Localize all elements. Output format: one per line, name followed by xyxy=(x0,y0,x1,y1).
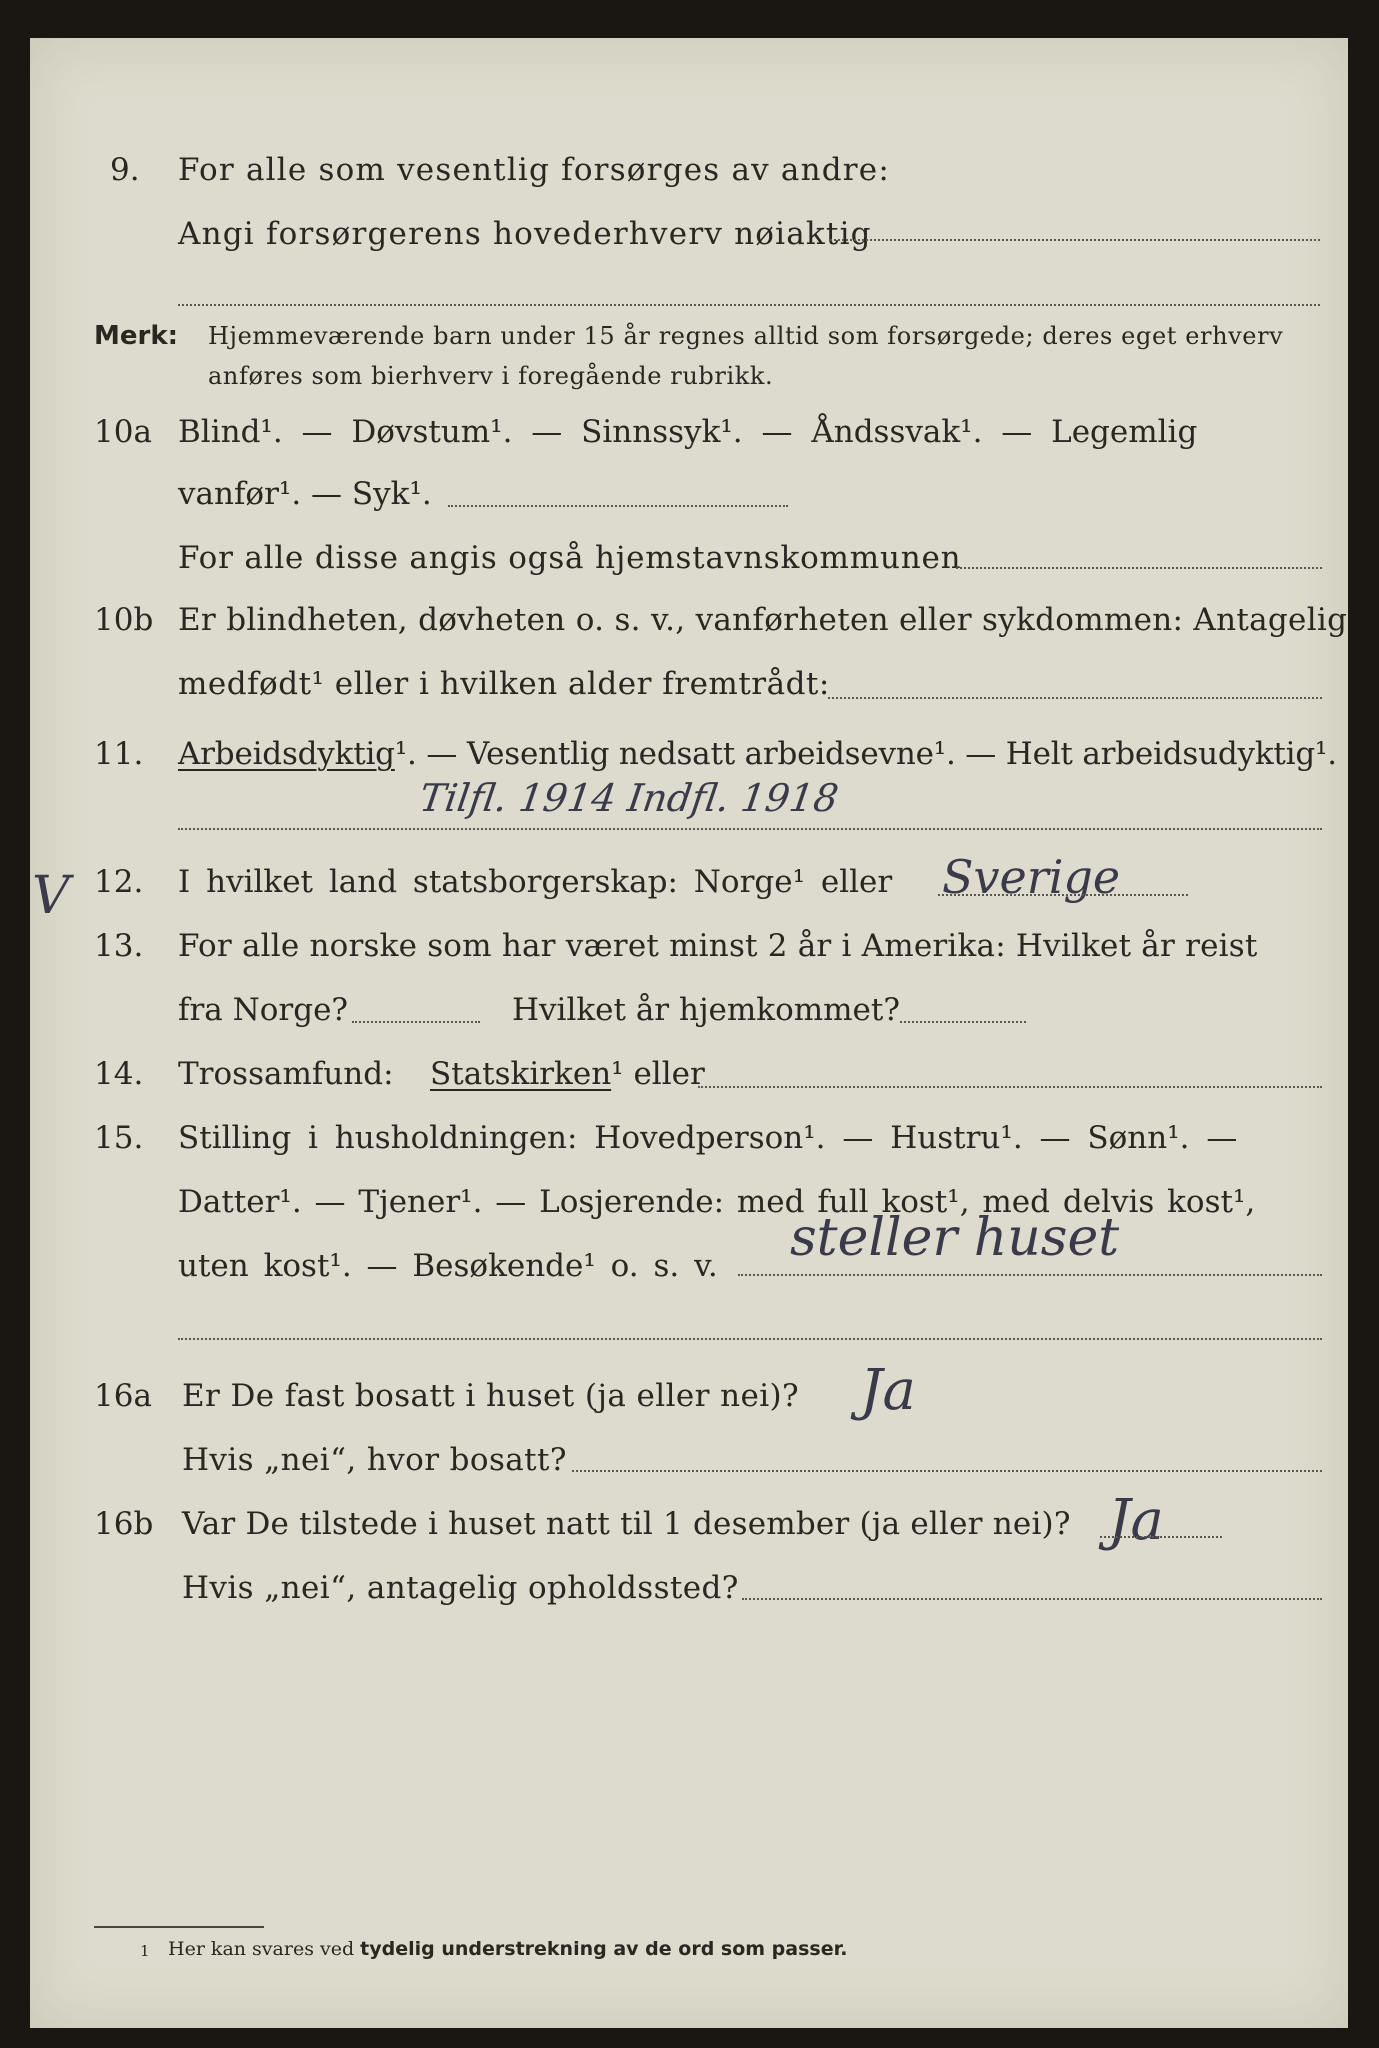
q12-number: 12. xyxy=(94,864,144,900)
q16a-line1: Er De fast bosatt i huset (ja eller nei)? xyxy=(182,1378,800,1414)
footnote-mark: 1 xyxy=(140,1942,150,1960)
q16b-line1: Var De tilstede i huset natt til 1 desember (ja eller nei)? xyxy=(182,1506,1071,1542)
q13-hjemkommet-line[interactable] xyxy=(900,1021,1026,1023)
q15-handwriting: steller huset xyxy=(790,1208,1120,1268)
q16a-line2: Hvis „nei“, hvor bosatt? xyxy=(182,1442,567,1478)
q11-handwriting: Tilfl. 1914 Indfl. 1918 xyxy=(416,776,842,820)
footnote-text-bold: tydelig understrekning av de ord som passer. xyxy=(360,1938,848,1960)
merk-line2: anføres som bierhverv i foregående rubrikk. xyxy=(208,362,774,390)
q15-answer-line[interactable] xyxy=(738,1274,1322,1276)
q11-text xyxy=(178,734,1337,774)
q11-number: 11. xyxy=(94,736,144,772)
q15-number: 15. xyxy=(94,1120,144,1156)
q10b-line1: Er blindheten, døvheten o. s. v., vanførheten eller sykdommen: Antagelig xyxy=(178,602,1348,638)
q11-answer-line[interactable] xyxy=(178,828,1322,830)
q9-line2: Angi forsørgerens hovederhverv nøiaktig xyxy=(178,216,872,252)
q14-answer-line[interactable] xyxy=(698,1086,1322,1088)
q12-margin-check: V xyxy=(32,866,70,926)
q9-number: 9. xyxy=(110,152,140,188)
q16b-number: 16b xyxy=(94,1506,154,1542)
q10a-kommune-line[interactable] xyxy=(956,567,1322,569)
q15-answer-line-2[interactable] xyxy=(178,1338,1322,1340)
q13-line2a: fra Norge? xyxy=(178,992,349,1028)
q16a-number: 16a xyxy=(94,1378,152,1414)
q14-text xyxy=(430,1054,705,1094)
q14-number: 14. xyxy=(94,1056,144,1092)
q10a-line3: For alle disse angis også hjemstavnskommunen xyxy=(178,540,962,576)
q11-rest: ¹. — Vesentlig nedsatt arbeidsevne¹. — Helt arbeidsudyktig¹. xyxy=(394,736,1337,772)
q13-line2b: Hvilket år hjemkommet? xyxy=(512,992,900,1028)
q16b-answer-line[interactable] xyxy=(1100,1536,1222,1538)
q11-option-arbeidsdyktig[interactable]: Arbeidsdyktig xyxy=(178,736,395,772)
q12-answer-line[interactable] xyxy=(938,894,1188,896)
q10a-answer-line[interactable] xyxy=(448,505,788,507)
q15-line1: Stilling i husholdningen: Hovedperson¹. — Hustru¹. — Sønn¹. — xyxy=(178,1120,1238,1156)
q10a-number: 10a xyxy=(94,414,152,450)
q16a-answer-line[interactable] xyxy=(572,1470,1322,1472)
q13-reist-line[interactable] xyxy=(352,1021,480,1023)
q9-line1: For alle som vesentlig forsørges av andre: xyxy=(178,152,890,188)
q14-rest: ¹ eller xyxy=(611,1056,705,1092)
merk-label: Merk: xyxy=(94,321,179,351)
q10b-answer-line[interactable] xyxy=(828,697,1322,699)
q9-answer-line[interactable] xyxy=(830,239,1320,241)
merk-line1: Hjemmeværende barn under 15 år regnes alltid som forsørgede; deres eget erhverv xyxy=(208,322,1284,350)
q16b-answer: Ja xyxy=(1108,1488,1164,1553)
footnote-rule xyxy=(94,1926,264,1928)
q10a-line1: Blind¹. — Døvstum¹. — Sinnssyk¹. — Åndssvak¹. — Legemlig xyxy=(178,414,1198,450)
q15-line3: uten kost¹. — Besøkende¹ o. s. v. xyxy=(178,1248,718,1284)
q16b-line2: Hvis „nei“, antagelig opholdssted? xyxy=(182,1570,739,1606)
q10b-number: 10b xyxy=(94,602,154,638)
q14-label: Trossamfund: xyxy=(178,1056,394,1092)
q16b-opholdssted-line[interactable] xyxy=(742,1598,1322,1600)
q9-answer-line-2[interactable] xyxy=(178,304,1320,306)
footnote-text-plain: Her kan svares ved xyxy=(168,1938,355,1960)
q12-handwriting: Sverige xyxy=(942,850,1121,904)
footnote-text xyxy=(168,1938,847,1960)
q13-line1: For alle norske som har været minst 2 år i Amerika: Hvilket år reist xyxy=(178,928,1258,964)
q13-number: 13. xyxy=(94,928,144,964)
q10b-line2: medfødt¹ eller i hvilken alder fremtrådt: xyxy=(178,666,830,702)
q10a-line2: vanfør¹. — Syk¹. xyxy=(178,476,432,512)
q14-option-statskirken[interactable]: Statskirken xyxy=(430,1056,612,1092)
q15-line2: Datter¹. — Tjener¹. — Losjerende: med full kost¹, med delvis kost¹, xyxy=(178,1184,1256,1220)
census-form-sheet xyxy=(30,38,1348,2028)
q12-text: I hvilket land statsborgerskap: Norge¹ eller xyxy=(178,864,893,900)
q16a-answer: Ja xyxy=(860,1358,916,1423)
